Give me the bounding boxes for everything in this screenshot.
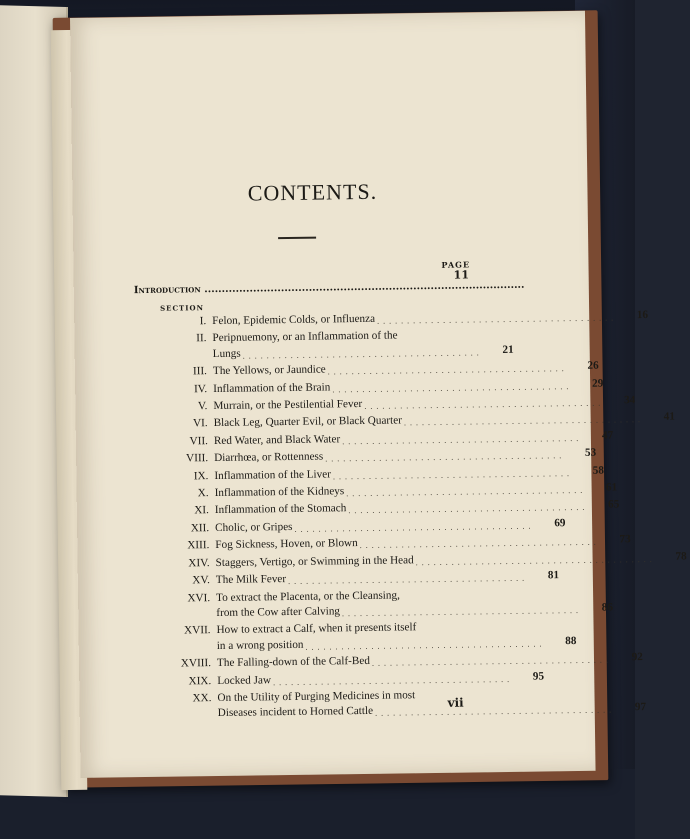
entry-line-text: Fog Sickness, Hoven, or Blown (215, 537, 358, 552)
section-number: XIII. (187, 539, 210, 552)
leader-dots: . . . . . . . . . . . . . . . . . . . . . . . . . . . . . . . . . . . . . . . . (375, 705, 613, 719)
page-folio: vii (447, 695, 464, 710)
entry-page-number: 65 (608, 498, 620, 512)
section-number: V. (197, 400, 208, 413)
leader-dots: . . . . . . . . . . . . . . . . . . . . . . . . . . . . . . . . . . . . . . . . (359, 537, 597, 551)
entry-line-text: Inflammation of the Kidneys (214, 485, 345, 500)
leader-dots: . . . . . . . . . . . . . . . . . . . . . . . . . . . . . . . . . . . . . . . . (371, 655, 609, 668)
introduction-entry (133, 279, 525, 297)
leader-dots: . . . . . . . . . . . . . . . . . . . . . . . . . . . . . . . . . . . . . . . . (305, 639, 543, 652)
section-number: VIII. (186, 452, 209, 465)
introduction-label: Introduction (133, 284, 201, 297)
entry-line-text: The Yellows, or Jaundice (212, 363, 326, 378)
entry-text (217, 685, 646, 724)
entry-line-text: Murrain, or the Pestilential Fever (213, 397, 363, 413)
entry-page-number: 95 (532, 669, 545, 683)
entry-page-number: 47 (601, 429, 614, 442)
entry-text (216, 585, 613, 623)
section-number: I. (199, 315, 207, 328)
entry-page-number: 88 (565, 634, 577, 647)
entry-line-text: To extract the Placenta, or the Cleansing, (216, 588, 400, 604)
entry-page-number: 78 (675, 550, 687, 563)
leader-dots: . . . . . . . . . . . . . . . . . . . . . . . . . . . . . . . . . . . . . . . . (377, 313, 615, 326)
section-number: III. (192, 365, 208, 378)
entry-page-number: 53 (584, 446, 597, 460)
entry-line-text: Inflammation of the Stomach (214, 502, 347, 517)
entry-line-text: Red Water, and Black Water (213, 433, 341, 447)
entry-page-number: 41 (663, 411, 675, 424)
entry-line-text: from the Cow after Calving (216, 605, 341, 619)
leader-dots: . . . . . . . . . . . . . . . . . . . . . . . . . . . . . . . . . . . . . . . . (341, 605, 580, 619)
entry-text (216, 618, 576, 656)
toc-entry (134, 328, 514, 366)
section-column-head: SECTION (159, 303, 205, 313)
section-number: XI. (194, 504, 209, 517)
page-column-head: PAGE (441, 259, 471, 270)
section-number: XII. (190, 521, 210, 535)
entry-line-text: in a wrong position (216, 638, 304, 652)
leader-dots: . . . . . . . . . . . . . . . . . . . . . . . . . . . . . . . . . . . . . . . . (346, 485, 584, 499)
entry-page-number: 58 (592, 464, 604, 477)
entry-line-text: Peripnuemony, or an Inflammation of the (212, 329, 398, 345)
entry-page-number: 26 (587, 359, 599, 373)
entry-line-text: Inflammation of the Brain (213, 381, 331, 395)
section-number: XV. (192, 574, 210, 587)
entry-line-text: Cholic, or Gripes (215, 520, 293, 534)
leader-dots: . . . . . . . . . . . . . . . . . . . . . . . . . . . . . . . . . . . . . . . . (342, 433, 580, 447)
section-number: VI. (192, 417, 208, 430)
leader-dots: . . . . . . . . . . . . . . . . . . . . . . . . . . . . . . . . . . . . . . . . (415, 554, 653, 567)
entry-page-number: 61 (605, 481, 618, 494)
entry-page-number: 73 (619, 533, 631, 546)
section-number: X. (197, 487, 209, 500)
section-number: IV. (193, 382, 208, 395)
entry-page-number: 16 (636, 308, 649, 322)
entry-line-text: Black Leg, Quarter Evil, or Black Quarter (213, 414, 402, 430)
entry-line-text: Lungs (212, 347, 241, 360)
leader-dots: . . . . . . . . . . . . . . . . . . . . . . . . . . . . . . . . . . . . . . . . (348, 503, 586, 516)
leader-dots: ............................................................................................ (204, 279, 525, 296)
entry-line-text: How to extract a Calf, when it presents itself (216, 621, 417, 637)
section-number: IX. (193, 469, 209, 482)
leader-dots: . . . . . . . . . . . . . . . . . . . . . . . . . . . . . . . . . . . . . . . . (325, 451, 563, 464)
section-number: XIX. (188, 674, 212, 687)
entry-page-number: 69 (554, 517, 566, 530)
book-page (70, 11, 687, 778)
entry-line-text: Inflammation of the Liver (214, 468, 331, 482)
section-number: XVII. (184, 624, 211, 637)
entry-page-number: 92 (631, 651, 643, 664)
leader-dots: . . . . . . . . . . . . . . . . . . . . . . . . . . . . . . . . . . . . . . . . (288, 573, 526, 587)
entry-line-text: Staggers, Vertigo, or Swimming in the Head (215, 553, 414, 569)
leader-dots: . . . . . . . . . . . . . . . . . . . . . . . . . . . . . . . . . . . . . . . . (364, 398, 602, 411)
entry-line-text: Diarrhœa, or Rottenness (214, 450, 324, 465)
section-number: VII. (189, 434, 209, 448)
toc-entry (138, 619, 577, 657)
leader-dots: . . . . . . . . . . . . . . . . . . . . . . . . . . . . . . . . . . . . . . . . (332, 468, 570, 482)
entry-page-number: 29 (592, 377, 604, 390)
entry-line-text: The Milk Fever (215, 573, 287, 587)
entry-page-number: 81 (547, 569, 560, 582)
entry-page-number: 21 (502, 343, 514, 356)
leader-dots: . . . . . . . . . . . . . . . . . . . . . . . . . . . . . . . . . . . . . . . . (332, 381, 570, 394)
title-rule (278, 237, 316, 240)
introduction-page-number: 11 (453, 268, 470, 282)
toc-entry (138, 587, 614, 625)
entry-line-text: Felon, Epidemic Colds, or Influenza (212, 312, 376, 328)
entry-line-text: Diseases incident to Horned Cattle (217, 705, 374, 720)
section-number: XIV. (188, 556, 210, 570)
section-number: II. (196, 332, 207, 345)
leader-dots: . . . . . . . . . . . . . . . . . . . . . . . . . . . . . . . . . . . . . . . . (294, 521, 532, 534)
section-number: XVIII. (180, 657, 212, 670)
leader-dots: . . . . . . . . . . . . . . . . . . . . . . . . . . . . . . . . . . . . . . . . (242, 348, 480, 361)
entry-line-text: On the Utility of Purging Medicines in most (217, 689, 416, 704)
entry-page-number: 34 (623, 394, 636, 407)
entry-page-number: 97 (634, 701, 647, 714)
contents-title: CONTENTS. (247, 178, 378, 206)
leader-dots: . . . . . . . . . . . . . . . . . . . . . . . . . . . . . . . . . . . . . . . . (327, 364, 565, 377)
section-number: XX. (192, 692, 212, 705)
entry-line-text: The Falling-down of the Calf-Bed (216, 655, 370, 670)
page-content (70, 11, 687, 778)
entry-line-text: Locked Jaw (217, 673, 272, 687)
entry-text (212, 327, 513, 364)
leader-dots: . . . . . . . . . . . . . . . . . . . . . . . . . . . . . . . . . . . . . . . . (403, 415, 641, 428)
section-number: XVI. (187, 591, 211, 604)
entry-page-number: 86 (601, 601, 614, 614)
leader-dots: . . . . . . . . . . . . . . . . . . . . . . . . . . . . . . . . . . . . . . . . (272, 674, 511, 687)
toc-entry (139, 687, 647, 725)
